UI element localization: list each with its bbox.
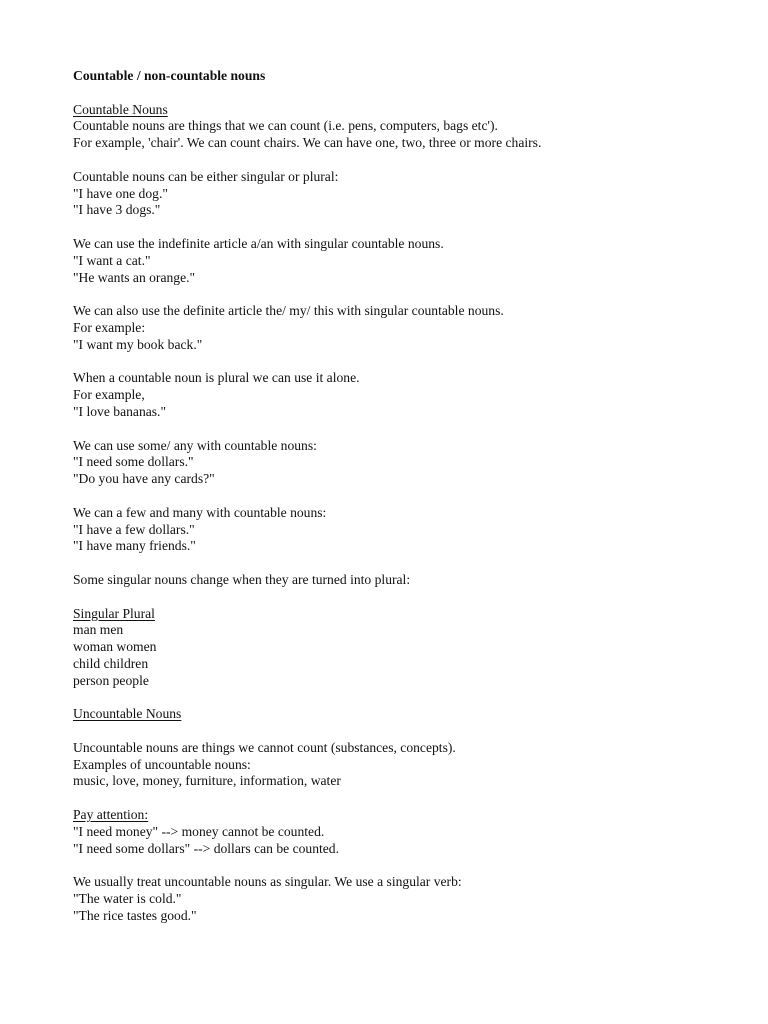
irregular-plural-row: person people: [73, 672, 149, 688]
pay-attention-example: "I need some dollars" --> dollars can be counted.: [73, 840, 340, 856]
countable-intro-line: For example, 'chair'. We can count chairs. We can have one, two, three or more chairs.: [73, 135, 542, 151]
uncountable-examples: music, love, money, furniture, information, water: [73, 773, 341, 789]
few-many-example: "I have many friends.": [73, 538, 196, 554]
indefinite-article-example: "He wants an orange.": [73, 269, 196, 285]
plural-alone-example: "I love bananas.": [73, 403, 167, 419]
pay-attention-example: "I need money" --> money cannot be counted.: [73, 823, 325, 839]
singular-verb-line: We usually treat uncountable nouns as singular. We use a singular verb:: [73, 874, 462, 890]
plural-alone-line: For example,: [73, 387, 145, 403]
spacer: [73, 152, 713, 169]
some-any-example: "I need some dollars.": [73, 454, 194, 470]
irregular-plural-row: child children: [73, 655, 149, 671]
spacer: [73, 555, 713, 572]
singular-plural-line: Countable nouns can be either singular or plural:: [73, 168, 339, 184]
uncountable-intro-line: Uncountable nouns are things we cannot count (substances, concepts).: [73, 739, 456, 755]
spacer: [73, 85, 713, 102]
spacer: [73, 219, 713, 236]
indefinite-article-line: We can use the indefinite article a/an with singular countable nouns.: [73, 235, 444, 251]
irregular-plural-intro: Some singular nouns change when they are turned into plural:: [73, 571, 411, 587]
definite-article-example: "I want my book back.": [73, 336, 203, 352]
irregular-plural-row: man men: [73, 622, 124, 638]
spacer: [73, 354, 713, 371]
indefinite-article-example: "I want a cat.": [73, 252, 151, 268]
document-title: Countable / non-countable nouns: [73, 68, 266, 83]
some-any-line: We can use some/ any with countable nouns:: [73, 437, 317, 453]
spacer: [73, 421, 713, 438]
pay-attention-heading: Pay attention:: [73, 807, 149, 823]
uncountable-heading: Uncountable Nouns: [73, 706, 182, 722]
irregular-plural-row: woman women: [73, 639, 157, 655]
spacer: [73, 689, 713, 706]
singular-verb-example: "The water is cold.": [73, 891, 182, 907]
singular-plural-example: "I have one dog.": [73, 185, 168, 201]
definite-article-line: We can also use the definite article the/ my/ this with singular countable nouns.: [73, 303, 504, 319]
spacer: [73, 790, 713, 807]
spacer: [73, 286, 713, 303]
countable-heading: Countable Nouns: [73, 101, 168, 117]
singular-verb-example: "The rice tastes good.": [73, 907, 197, 923]
spacer: [73, 488, 713, 505]
few-many-line: We can a few and many with countable nouns:: [73, 504, 327, 520]
uncountable-intro-line: Examples of uncountable nouns:: [73, 756, 251, 772]
spacer: [73, 723, 713, 740]
few-many-example: "I have a few dollars.": [73, 521, 195, 537]
definite-article-line: For example:: [73, 319, 146, 335]
some-any-example: "Do you have any cards?": [73, 471, 215, 487]
spacer: [73, 589, 713, 606]
countable-intro-line: Countable nouns are things that we can count (i.e. pens, computers, bags etc').: [73, 118, 498, 134]
singular-plural-example: "I have 3 dogs.": [73, 202, 161, 218]
irregular-plural-heading: Singular Plural: [73, 605, 155, 621]
plural-alone-line: When a countable noun is plural we can use it alone.: [73, 370, 360, 386]
document-page: [73, 68, 713, 925]
spacer: [73, 857, 713, 874]
